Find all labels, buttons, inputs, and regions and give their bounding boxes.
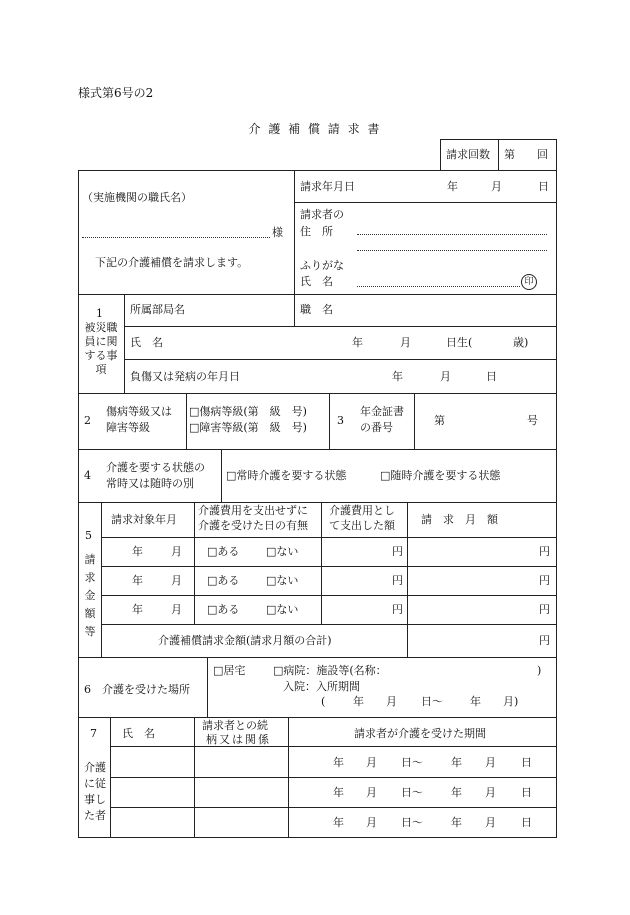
total-label: 介護補償請求金額(請求月額の合計) [158,634,332,647]
caregiver-name-label: 氏 名 [122,727,155,740]
page-title: 介 護 補 償 請 求 書 [248,122,382,136]
victim-name-label: 氏 名 [130,336,163,349]
none-option[interactable]: □ない [266,603,299,616]
seal-icon: 印 [521,274,537,290]
addressee-sama: 様 [272,226,283,239]
grade-label: 傷病等級又は [106,405,172,418]
injury-grade-option[interactable]: □傷病等級(第 級 号) [189,405,307,418]
form-number: 様式第6号の2 [78,86,154,100]
none-option[interactable]: □ない [266,545,299,558]
claim-statement: 下記の介護補償を請求します。 [95,256,249,269]
has-option[interactable]: □ある [207,603,240,616]
claim-count-label: 請求回数 [446,148,490,161]
section-7-title: 介護に従事した者 [84,761,106,822]
care-state-label: 介護を要する状態の [106,461,205,474]
has-option[interactable]: □ある [207,545,240,558]
furigana-label: ふりがな [300,259,344,272]
col-no-payment: 介護費用を支出せずに [198,504,308,517]
constant-care-option[interactable]: □常時介護を要する状態 [226,469,347,482]
col-claim-amount: 請 求 月 額 [421,513,498,526]
home-option[interactable]: □居宅 [213,664,246,677]
claim-date-label: 請求年月日 [300,180,355,193]
frame-left [78,170,79,837]
relationship-label: 請求者との続 [202,719,268,732]
col-target-month: 請求対象年月 [111,513,177,526]
dept-label: 所属部局名 [130,303,185,316]
job-label: 職 名 [300,303,333,316]
col-paid-amount: 介護費用とし [329,504,395,517]
claimant-name-label: 氏 名 [300,275,333,288]
address-line-2[interactable] [357,250,547,251]
injury-date-label: 負傷又は発病の年月日 [130,370,240,383]
care-period-label: 請求者が介護を受けた期間 [354,727,486,740]
none-option[interactable]: □ない [266,574,299,587]
hospital-option[interactable]: □病院：施設等(名称： [273,664,387,677]
total-yen: 円 [539,634,550,647]
section-5-title: 請求金額等 [84,553,96,638]
occasional-care-option[interactable]: □随時介護を要する状態 [380,469,501,482]
claimant-name-line[interactable] [357,286,520,287]
section-1-title: 被災職員に関する事項 [84,321,118,376]
care-place-label: 介護を受けた場所 [102,683,190,696]
address-label: 請求者の [300,208,344,221]
inpatient-label: 入院：入所期間 [283,680,360,693]
addressee-label: （実施機関の職氏名） [82,191,192,204]
frame-right [556,170,557,837]
pension-cert-label: 年金証書 [360,405,404,418]
address-line-1[interactable] [357,234,547,235]
addressee-line[interactable] [82,237,270,238]
disability-grade-option[interactable]: □障害等級(第 級 号) [189,421,307,434]
has-option[interactable]: □ある [207,574,240,587]
